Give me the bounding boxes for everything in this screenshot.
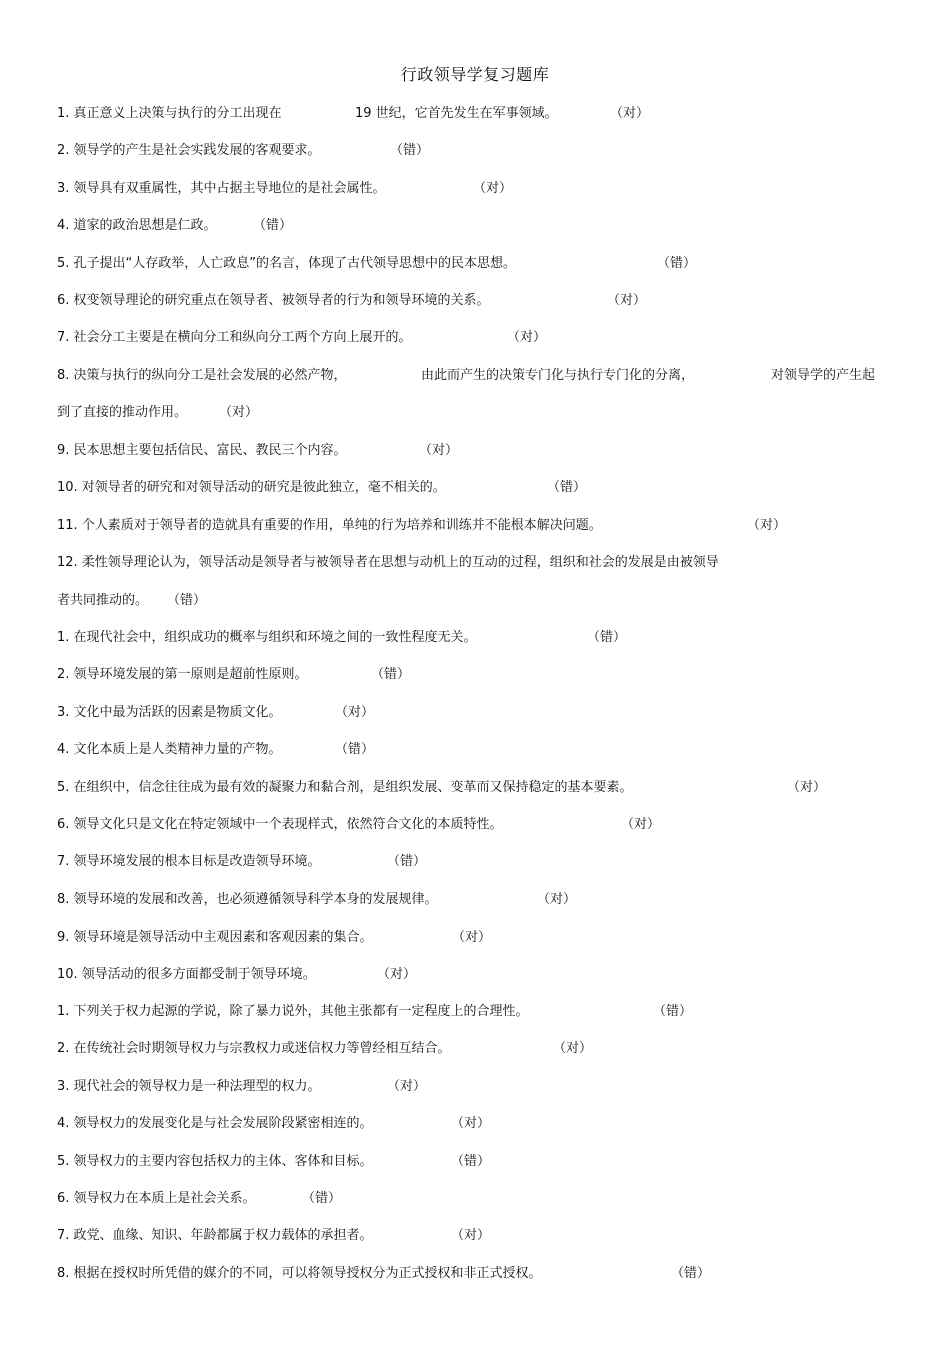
question-text: 7. 领导环境发展的根本目标是改造领导环境。 (57, 854, 321, 869)
answer-mark: （对） (377, 967, 417, 982)
answer-mark: （错） (587, 630, 627, 645)
question-text: 10. 对领导者的研究和对领导活动的研究是彼此独立，毫不相关的。 (57, 480, 446, 495)
answer-mark: （错） (451, 1154, 491, 1169)
answer-mark: （对） (537, 892, 577, 907)
question-text: 2. 领导环境发展的第一原则是超前性原则。 (57, 667, 308, 682)
question-text: 7. 政党、血缘、知识、年龄都属于权力载体的承担者。 (57, 1228, 373, 1243)
answer-mark: （错） (387, 854, 427, 869)
question-text-continued: 对领导学的产生起 (771, 368, 876, 383)
answer-mark: （对） (219, 405, 259, 420)
question-text-continued: 由此而产生的决策专门化与执行专门化的分离， (421, 368, 695, 383)
question-text: 8. 领导环境的发展和改善，也必须遵循领导科学本身的发展规律。 (57, 892, 438, 907)
answer-mark: （对） (747, 518, 787, 533)
answer-mark: （对） (452, 930, 492, 945)
question-text: 6. 领导权力在本质上是社会关系。 (57, 1191, 256, 1206)
question-text: 10. 领导活动的很多方面都受制于领导环境。 (57, 967, 316, 982)
question-text: 3. 文化中最为活跃的因素是物质文化。 (57, 705, 282, 720)
answer-mark: （错） (390, 143, 430, 158)
answer-mark: （对） (451, 1116, 491, 1131)
question-text: 12. 柔性领导理论认为，领导活动是领导者与被领导者在思想与动机上的互动的过程，组织和社会的发展是由被领导 (57, 555, 719, 570)
question-text: 2. 在传统社会时期领导权力与宗教权力或迷信权力等曾经相互结合。 (57, 1041, 451, 1056)
question-text: 8. 决策与执行的纵向分工是社会发展的必然产物， (57, 368, 347, 383)
answer-mark: （错） (167, 593, 207, 608)
question-text: 4. 文化本质上是人类精神力量的产物。 (57, 742, 282, 757)
question-text: 9. 民本思想主要包括信民、富民、教民三个内容。 (57, 443, 347, 458)
question-text: 6. 权变领导理论的研究重点在领导者、被领导者的行为和领导环境的关系。 (57, 293, 490, 308)
answer-mark: （对） (419, 443, 459, 458)
question-text: 9. 领导环境是领导活动中主观因素和客观因素的集合。 (57, 930, 373, 945)
question-text: 2. 领导学的产生是社会实践发展的客观要求。 (57, 143, 321, 158)
answer-mark: （错） (653, 1004, 693, 1019)
question-text: 3. 现代社会的领导权力是一种法理型的权力。 (57, 1079, 321, 1094)
question-text: 1. 下列关于权力起源的学说，除了暴力说外，其他主张都有一定程度上的合理性。 (57, 1004, 529, 1019)
answer-mark: （错） (547, 480, 587, 495)
question-text: 11. 个人素质对于领导者的造就具有重要的作用，单纯的行为培养和训练并不能根本解决问题。 (57, 518, 602, 533)
question-text: 3. 领导具有双重属性，其中占据主导地位的是社会属性。 (57, 181, 386, 196)
question-text: 7. 社会分工主要是在横向分工和纵向分工两个方向上展开的。 (57, 330, 412, 345)
answer-mark: （错） (335, 742, 375, 757)
question-text: 者共同推动的。 (57, 593, 149, 608)
question-text: 到了直接的推动作用。 (57, 405, 188, 420)
question-text: 5. 在组织中，信念往往成为最有效的凝聚力和黏合剂，是组织发展、变革而又保持稳定的基本要素。 (57, 780, 633, 795)
question-text: 5. 孔子提出“人存政举，人亡政息”的名言，体现了古代领导思想中的民本思想。 (57, 256, 517, 271)
answer-mark: （对） (451, 1228, 491, 1243)
question-text: 8. 根据在授权时所凭借的媒介的不同，可以将领导授权分为正式授权和非正式授权。 (57, 1266, 542, 1281)
question-text-continued: 19 世纪，它首先发生在军事领域。 (355, 106, 558, 121)
answer-mark: （对） (621, 817, 661, 832)
answer-mark: （对） (610, 106, 650, 121)
question-text: 1. 在现代社会中，组织成功的概率与组织和环境之间的一致性程度无关。 (57, 630, 477, 645)
question-text: 5. 领导权力的主要内容包括权力的主体、客体和目标。 (57, 1154, 373, 1169)
question-text: 4. 道家的政治思想是仁政。 (57, 218, 217, 233)
answer-mark: （错） (253, 218, 293, 233)
question-text: 4. 领导权力的发展变化是与社会发展阶段紧密相连的。 (57, 1116, 373, 1131)
answer-mark: （错） (302, 1191, 342, 1206)
answer-mark: （对） (387, 1079, 427, 1094)
question-text: 6. 领导文化只是文化在特定领域中一个表现样式，依然符合文化的本质特性。 (57, 817, 503, 832)
answer-mark: （对） (607, 293, 647, 308)
answer-mark: （对） (335, 705, 375, 720)
answer-mark: （错） (657, 256, 697, 271)
answer-mark: （对） (553, 1041, 593, 1056)
answer-mark: （对） (787, 780, 827, 795)
answer-mark: （对） (507, 330, 547, 345)
document-title: 行政领导学复习题库 (400, 65, 550, 84)
question-text: 1. 真正意义上决策与执行的分工出现在 (57, 106, 282, 121)
answer-mark: （对） (473, 181, 513, 196)
answer-mark: （错） (671, 1266, 711, 1281)
answer-mark: （错） (371, 667, 411, 682)
